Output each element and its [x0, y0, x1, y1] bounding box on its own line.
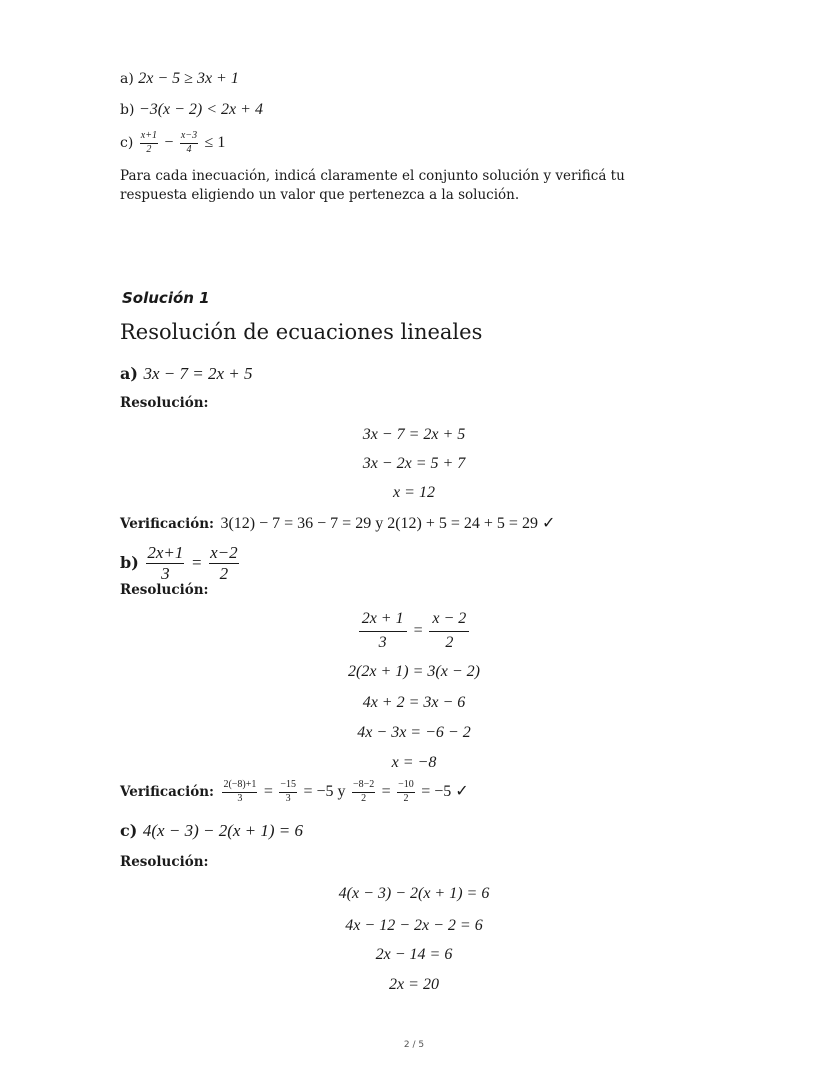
- part-b-verification-label: Verificación:: [120, 784, 214, 800]
- part-b-step-lhs-fraction: $\frac{2x + 1}{3}$: [359, 611, 407, 652]
- part-b-resolution-label: Resolución:: [120, 582, 209, 598]
- part-a-verification: [120, 513, 555, 533]
- part-a-step-1: 3x − 7 = 2x + 5: [362, 426, 466, 443]
- exercise-a-label: a): [120, 71, 134, 87]
- part-a-verification-label: Verificación:: [120, 516, 214, 532]
- part-b-equals: =: [191, 552, 202, 572]
- part-b-verif-fraction-1: $\frac{2(-8)+1}{3}$: [223, 779, 257, 804]
- exercise-c: [120, 131, 225, 155]
- part-a-equation: 3x − 7 = 2x + 5: [143, 364, 253, 383]
- part-b-step-rhs-fraction: $\frac{x - 2}{2}$: [429, 611, 469, 652]
- part-b-lhs-fraction: $\frac{2x+1}{3}$: [147, 543, 184, 583]
- exercise-a-expr: 2x − 5 ≥ 3x + 1: [138, 70, 239, 87]
- exercise-b-label: b): [120, 102, 135, 118]
- exercise-c-fraction-1: $\frac{x+1}{2}$: [140, 130, 157, 155]
- instructions-paragraph: Para cada inecuación, indicá claramente el conjunto solución y verificá tu respuesta eligiendo un valor que pertenezca a la solución.: [120, 168, 625, 203]
- part-b-label: b): [120, 552, 139, 572]
- exercise-c-label: c): [120, 135, 134, 151]
- exercise-c-fraction-2: $\frac{x-3}{4}$: [180, 130, 198, 155]
- part-c-label: c): [120, 821, 138, 840]
- part-b-rhs-fraction: $\frac{x-2}{2}$: [210, 543, 238, 583]
- part-b-verif-fraction-3: $\frac{-8-2}{2}$: [352, 779, 375, 804]
- part-b-heading: [120, 544, 241, 583]
- part-c-step-3: 2x − 14 = 6: [375, 946, 453, 963]
- exercise-c-minus: −: [164, 134, 174, 151]
- part-a-verification-text: 3(12) − 7 = 36 − 7 = 29 y 2(12) + 5 = 24 + 5 = 29 ✓: [220, 515, 556, 532]
- part-a-step-2: 3x − 2x = 5 + 7: [362, 455, 466, 472]
- part-a-label: a): [120, 364, 138, 383]
- part-a-resolution-label: Resolución:: [120, 395, 209, 411]
- part-b-verif-mid: = −5 y: [303, 783, 346, 800]
- part-c-step-1: 4(x − 3) − 2(x + 1) = 6: [338, 885, 490, 902]
- part-a-heading: [120, 364, 253, 384]
- part-b-verif-fraction-4: $\frac{-10}{2}$: [398, 779, 414, 804]
- part-b-step-2: 2(2x + 1) = 3(x − 2): [348, 663, 480, 680]
- part-b-step-3: 4x + 2 = 3x − 6: [362, 694, 466, 711]
- exercise-a: [120, 70, 239, 88]
- part-b-step-equals: =: [412, 621, 424, 639]
- solution-title: Solución 1: [122, 289, 210, 307]
- part-b-step-4: 4x − 3x = −6 − 2: [357, 724, 471, 741]
- exercise-c-rest: ≤ 1: [204, 134, 226, 151]
- part-c-step-4: 2x = 20: [389, 976, 439, 993]
- exercise-b-expr: −3(x − 2) < 2x + 4: [138, 101, 263, 118]
- part-c-step-2: 4x − 12 − 2x − 2 = 6: [345, 917, 483, 934]
- part-b-verif-fraction-2: $\frac{-15}{3}$: [280, 779, 296, 804]
- part-b-verification: Verificación: $\frac{2(-8)+1}{3}$ = $\frac{-15}{3}$ = −5 y $\frac{-8-2}{2}$ = $\frac{-10}{2}$ = −5 ✓: [120, 779, 469, 804]
- exercise-b: [120, 101, 263, 119]
- part-b-step-fraction: [0, 611, 828, 652]
- section-title: Resolución de ecuaciones lineales: [120, 320, 483, 344]
- part-b-step-5: x = −8: [391, 754, 437, 771]
- part-c-heading: [120, 821, 303, 841]
- part-a-step-3: x = 12: [393, 484, 435, 501]
- part-c-equation: 4(x − 3) − 2(x + 1) = 6: [142, 821, 304, 840]
- part-b-verif-end: = −5 ✓: [421, 783, 469, 800]
- part-c-resolution-label: Resolución:: [120, 854, 209, 870]
- page-number: 2 / 5: [403, 1040, 425, 1050]
